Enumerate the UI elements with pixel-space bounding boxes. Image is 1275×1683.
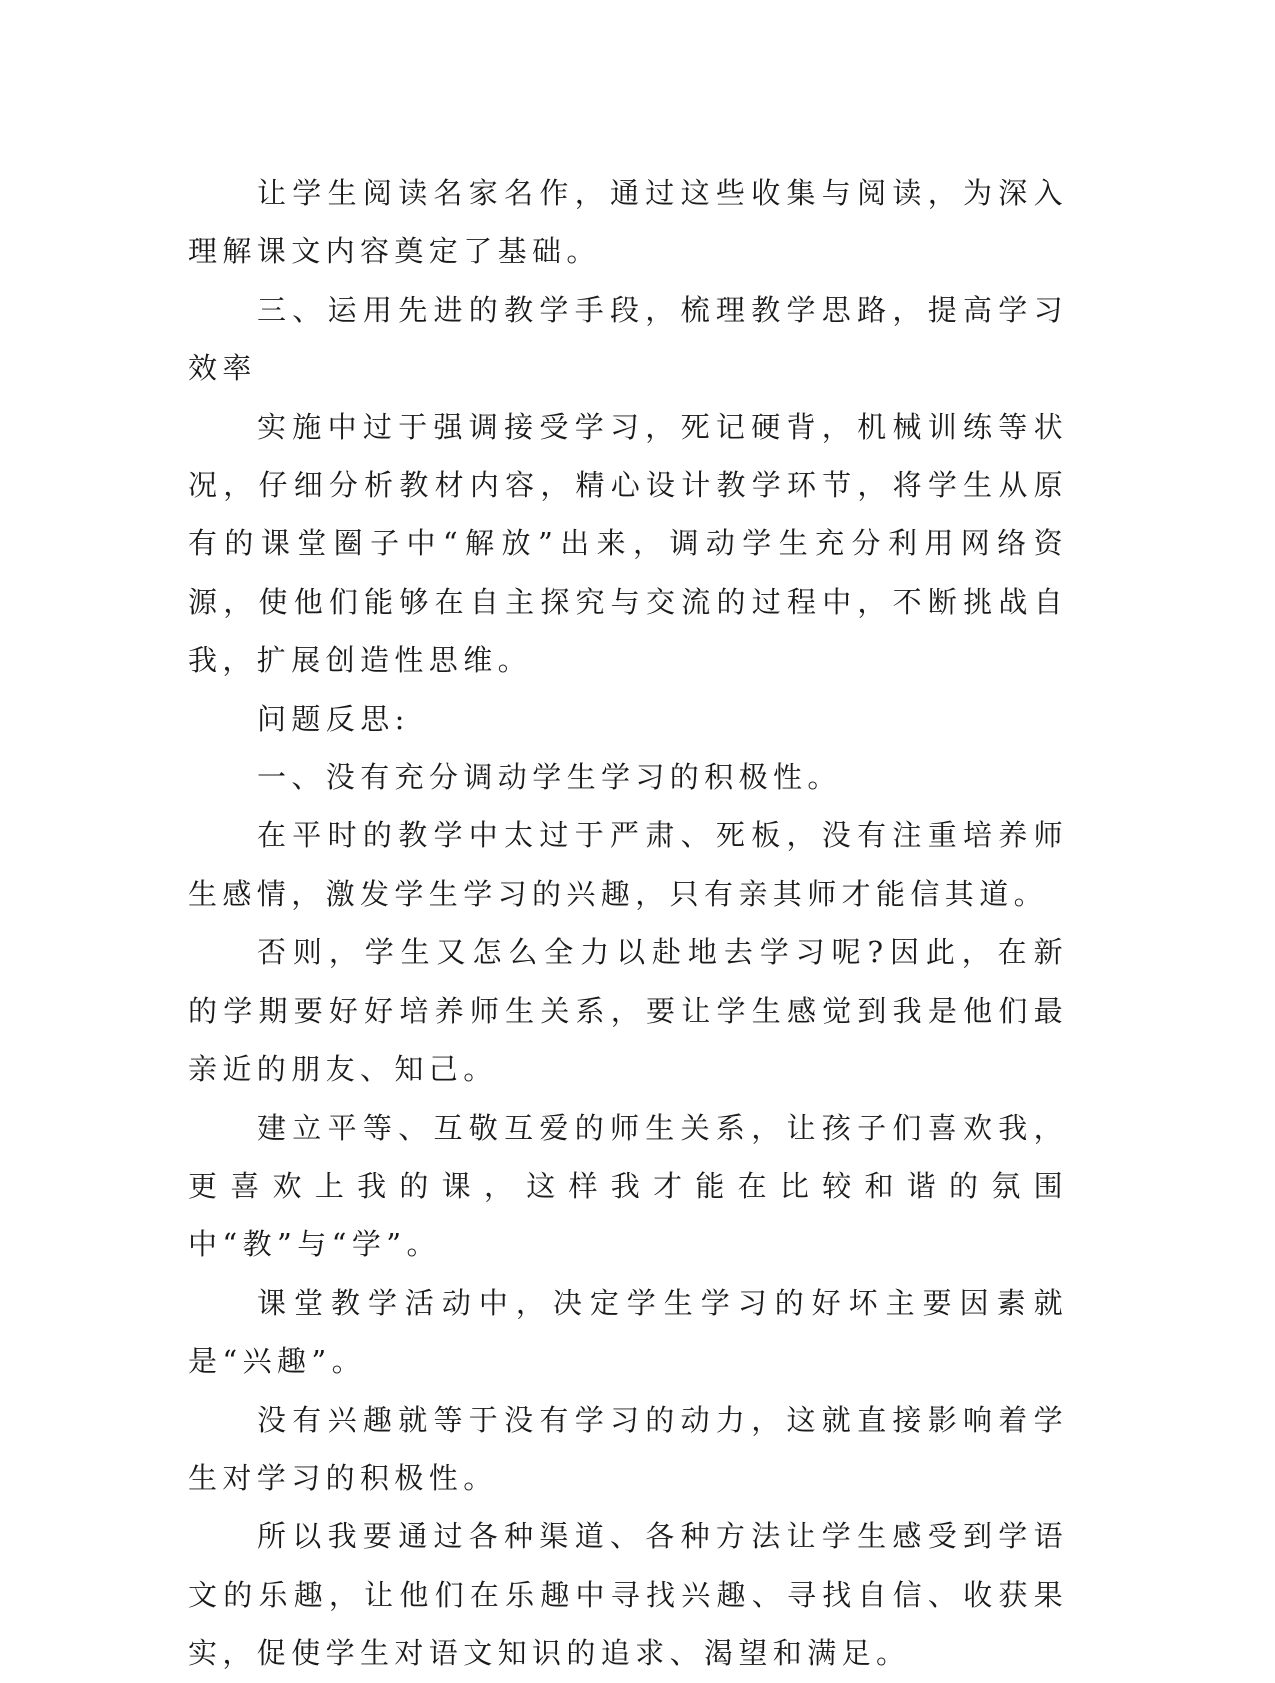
section-heading-3: 三、运用先进的教学手段，梳理教学思路，提高学习效率 [188, 292, 1068, 386]
section-heading-1: 一、没有充分调动学生学习的积极性。 [257, 760, 842, 795]
paragraph-4: 否则，学生又怎么全力以赴地去学习呢?因此，在新的学期要好好培养师生关系，要让学生感觉到我是他们最亲近的朋友、知己。 [188, 935, 1068, 1087]
paragraph-2: 实施中过于强调接受学习，死记硬背，机械训练等状况，仔细分析教材内容，精心设计教学环节，将学生从原有的课堂圈子中“解放”出来，调动学生充分利用网络资源，使他们能够在自主探究与交流的过程中，不断挑战自我，扩展创造性思维。 [188, 409, 1068, 678]
document-body [188, 164, 1068, 1683]
heading-problem-reflection: 问题反思: [257, 701, 410, 736]
paragraph-7: 没有兴趣就等于没有学习的动力，这就直接影响着学生对学习的积极性。 [188, 1402, 1068, 1495]
paragraph-3: 在平时的教学中太过于严肃、死板，没有注重培养师生感情，激发学生学习的兴趣，只有亲其师才能信其道。 [188, 818, 1068, 911]
paragraph-1: 让学生阅读名家名作，通过这些收集与阅读，为深入理解课文内容奠定了基础。 [188, 176, 1068, 269]
paragraph-5: 建立平等、互敬互爱的师生关系，让孩子们喜欢我，更喜欢上我的课，这样我才能在比较和谐的氛围中“教”与“学”。 [188, 1110, 1068, 1262]
paragraph-8: 所以我要通过各种渠道、各种方法让学生感受到学语文的乐趣，让他们在乐趣中寻找兴趣、寻找自信、收获果实，促使学生对语文知识的追求、渴望和满足。 [188, 1519, 1068, 1671]
paragraph-6: 课堂教学活动中，决定学生学习的好坏主要因素就是“兴趣”。 [188, 1285, 1068, 1379]
